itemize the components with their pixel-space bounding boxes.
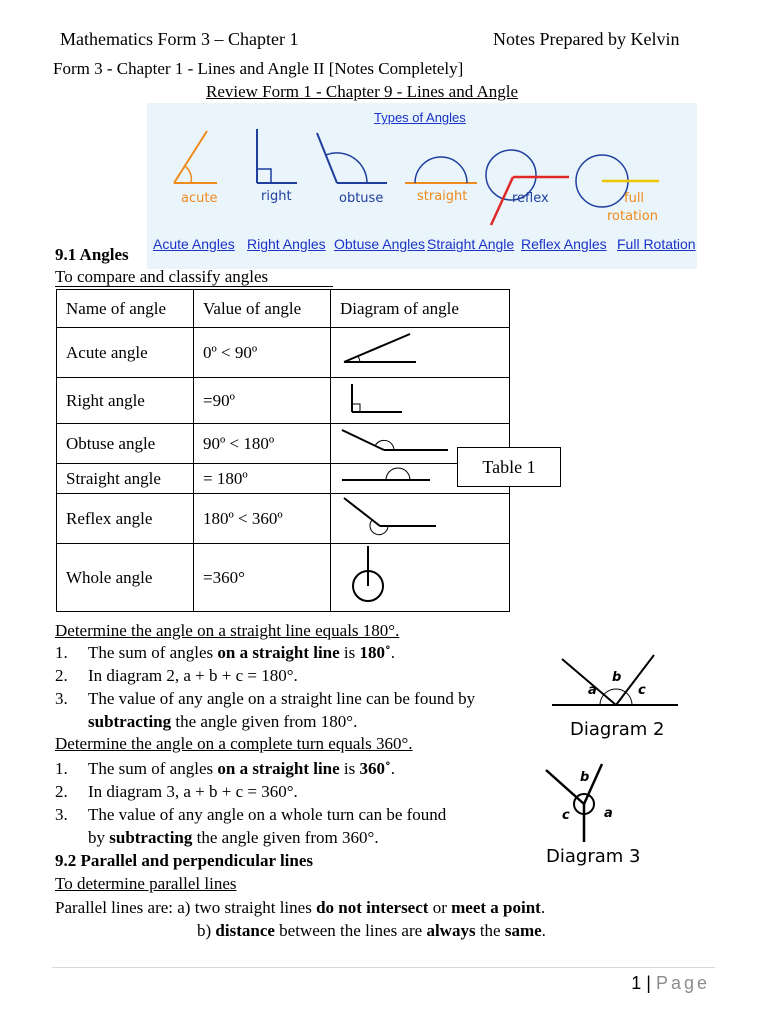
list-item: [55, 687, 535, 733]
bold-text: meet a point: [451, 898, 541, 917]
types-of-angles-heading[interactable]: Types of Angles: [374, 110, 466, 125]
list-text: the angle given from 360°.: [192, 828, 379, 847]
header-right: Notes Prepared by Kelvin: [493, 29, 680, 49]
straight-angle-diagram-icon: [340, 464, 450, 488]
review-title: Review Form 1 - Chapter 9 - Lines and Angle: [206, 82, 519, 101]
text: .: [540, 898, 546, 917]
right-diagram-cell: [331, 378, 510, 424]
text: Parallel lines are: a) two straight lines: [55, 898, 317, 917]
list-item: [55, 803, 535, 849]
acute-angle-icon: [174, 131, 217, 183]
list-text: is: [339, 643, 360, 662]
row-name: Straight angle: [57, 464, 194, 494]
text: .: [541, 921, 546, 940]
table-header-row: [57, 290, 510, 328]
straight-angle-icon: [405, 157, 477, 183]
list-text: The sum of angles: [88, 643, 218, 662]
right-angles-link[interactable]: Right Angles: [247, 236, 326, 252]
reflex-angle-icon: [486, 150, 569, 225]
reflex-angle-diagram-icon: [340, 494, 450, 538]
section-91-subheading: [55, 267, 333, 287]
obtuse-angle-icon: [317, 133, 387, 183]
complete-turn-list: [55, 757, 535, 849]
row-name: Whole angle: [57, 544, 194, 612]
list-bold: on a straight line: [217, 643, 340, 662]
text: or: [428, 898, 452, 917]
reflex-diagram-cell: [331, 494, 510, 544]
section-91-subheading-text: To compare and classify angles: [55, 267, 269, 286]
complete-turn-heading: Determine the angle on a complete turn equals 360°.: [55, 734, 413, 753]
row-value: 180º < 360º: [194, 494, 331, 544]
list-bold: on a straight line: [217, 759, 340, 778]
row-value: 90º < 180º: [194, 424, 331, 464]
diagram-2-letter-a: a: [588, 683, 597, 698]
table-1-caption: [457, 447, 561, 487]
obtuse-angle-diagram-icon: [340, 424, 450, 458]
table-row: [57, 494, 510, 544]
text: between the lines are: [274, 921, 427, 940]
diagram-3-letter-c: c: [562, 808, 570, 823]
table-row: [57, 328, 510, 378]
diagram-3-letter-a: a: [604, 806, 613, 821]
diagram-2-label: Diagram 2: [570, 719, 665, 740]
whole-angle-diagram-icon: [340, 544, 400, 606]
obtuse-label: obtuse: [339, 191, 384, 206]
text: b): [197, 921, 216, 940]
straight-line-list: [55, 641, 535, 733]
list-text: In diagram 2, a + b + c = 180°.: [88, 666, 298, 685]
straight-angle-link[interactable]: Straight Angle: [427, 236, 515, 252]
list-text: is: [339, 759, 360, 778]
list-text: by: [88, 828, 110, 847]
header-name: Name of angle: [57, 290, 194, 328]
row-name: Acute angle: [57, 328, 194, 378]
obtuse-angles-link[interactable]: Obtuse Angles: [334, 236, 426, 252]
section-92-subheading: To determine parallel lines: [55, 874, 237, 893]
acute-label: acute: [181, 191, 218, 206]
right-label: right: [261, 189, 292, 204]
page-number: 1: [631, 973, 642, 993]
row-name: Right angle: [57, 378, 194, 424]
diagram-3-label: Diagram 3: [546, 846, 641, 867]
list-bold: 180˚: [359, 643, 391, 662]
reflex-label: reflex: [512, 191, 549, 206]
page-footer: [631, 973, 710, 994]
list-text: .: [390, 643, 395, 662]
acute-diagram-cell: [331, 328, 510, 378]
diagram-2-letter-c: c: [638, 683, 646, 698]
parallel-line-a: [55, 898, 545, 918]
list-bold: 360˚: [359, 759, 391, 778]
acute-angles-link[interactable]: Acute Angles: [153, 236, 235, 252]
list-text: The sum of angles: [88, 759, 218, 778]
full-rotation-link[interactable]: Full Rotation: [617, 236, 696, 252]
table-row: [57, 424, 510, 464]
list-text: In diagram 3, a + b + c = 360°.: [88, 782, 298, 801]
list-number: 1.: [55, 643, 68, 662]
document-subtitle: Form 3 - Chapter 1 - Lines and Angle II [Notes Completely]: [53, 59, 464, 78]
list-number: 1.: [55, 759, 68, 778]
table-1-caption-text: Table 1: [482, 456, 536, 477]
reflex-angles-link[interactable]: Reflex Angles: [521, 236, 607, 252]
header-left: Mathematics Form 3 – Chapter 1: [60, 29, 299, 49]
row-name: Obtuse angle: [57, 424, 194, 464]
table-row: [57, 544, 510, 612]
page-word: Page: [655, 973, 710, 993]
table-row: [57, 378, 510, 424]
list-text: .: [390, 759, 395, 778]
row-value: 0º < 90º: [194, 328, 331, 378]
full-label: full: [624, 191, 645, 206]
list-number: 2.: [55, 666, 68, 685]
bold-text: do not intersect: [316, 898, 429, 917]
diagram-3-letter-b: b: [580, 770, 590, 785]
list-item: [55, 780, 535, 803]
row-value: =360°: [194, 544, 331, 612]
bold-text: same: [504, 921, 542, 940]
acute-angle-diagram-icon: [340, 328, 420, 372]
rotation-label: rotation: [607, 209, 658, 224]
list-bold: subtracting: [88, 712, 172, 731]
angles-table: [56, 289, 510, 612]
section-92-heading: 9.2 Parallel and perpendicular lines: [55, 851, 314, 870]
row-value: =90º: [194, 378, 331, 424]
table-row: [57, 464, 510, 494]
whole-diagram-cell: [331, 544, 510, 612]
list-number: 2.: [55, 782, 68, 801]
full-rotation-icon: [576, 155, 659, 207]
section-91-heading: 9.1 Angles: [55, 245, 129, 264]
list-bold: subtracting: [109, 828, 193, 847]
list-text: The value of any angle on a straight line can be found by: [88, 689, 476, 708]
list-number: 3.: [55, 805, 68, 824]
list-item: [55, 664, 535, 687]
footer-divider: [52, 967, 715, 968]
types-of-angles-banner: [147, 103, 697, 269]
header-diagram: Diagram of angle: [331, 290, 510, 328]
right-angle-icon: [257, 129, 297, 183]
diagram-2-letter-b: b: [612, 670, 622, 685]
straight-label: straight: [417, 189, 468, 204]
list-text: the angle given from 180°.: [171, 712, 358, 731]
bold-text: always: [426, 921, 476, 940]
header-value: Value of angle: [194, 290, 331, 328]
bold-text: distance: [215, 921, 275, 940]
right-angle-diagram-icon: [340, 378, 420, 418]
row-name: Reflex angle: [57, 494, 194, 544]
list-text: The value of any angle on a whole turn can be found: [88, 805, 447, 824]
straight-line-heading: Determine the angle on a straight line equals 180°.: [55, 621, 400, 640]
parallel-line-b: [197, 921, 546, 941]
list-number: 3.: [55, 689, 68, 708]
list-item: [55, 641, 535, 664]
list-item: [55, 757, 535, 780]
footer-separator: |: [646, 973, 651, 993]
row-value: = 180º: [194, 464, 331, 494]
text: the: [475, 921, 505, 940]
